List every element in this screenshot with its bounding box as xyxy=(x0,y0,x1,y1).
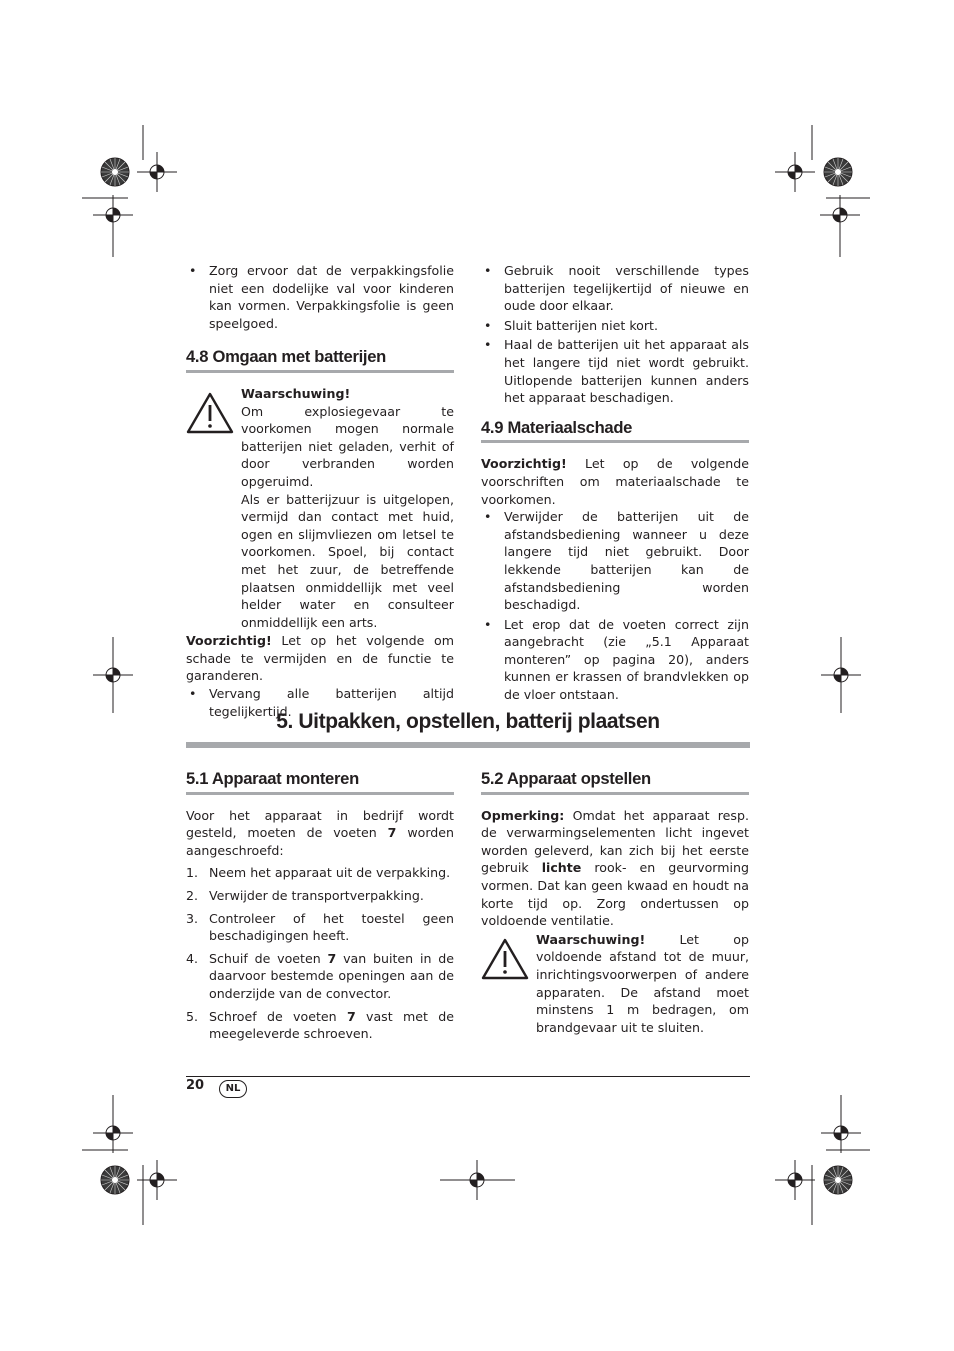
chapter-heading: 5. Uitpakken, opstellen, batterij plaatsen xyxy=(186,710,750,748)
list-item: • Haal de batterijen uit het apparaat als het langere tijd niet wordt gebruikt. Uitlopende batterijen kunnen anders het apparaat beschadigen. xyxy=(481,336,749,406)
caution-label: Voorzichtig! xyxy=(481,456,567,472)
intro-text: worden aangeschroefd: xyxy=(186,825,454,858)
caution-text: Let op de volgende voorschriften om materiaalschade te voorkomen. xyxy=(481,456,749,507)
step-text-part: Schroef de voeten xyxy=(209,1008,337,1024)
step-text-part: vast met de meegeleverde schroeven. xyxy=(209,1008,454,1042)
caution-label: Voorzichtig! xyxy=(186,633,272,649)
list-item: • Vervang alle batterijen altijd tegelijkertijd. xyxy=(186,685,454,720)
list-item: • Gebruik nooit verschillende types batterijen tegelijkertijd of nieuwe en oude door elkaar. xyxy=(481,262,749,315)
section-heading-5-1: 5.1 Apparaat monteren xyxy=(186,770,454,795)
list-item: • Zorg ervoor dat de verpakkingsfolie niet een dodelijke val voor kinderen kan vormen. Verpakkingsfolie is geen speelgoed. xyxy=(186,262,454,332)
note-emphasis: lichte xyxy=(541,860,582,876)
step-text-part: van buiten in de daarvoor bestemde openingen aan de onderzijde van de convector. xyxy=(209,950,454,1001)
color-target-icon xyxy=(824,158,852,186)
list-item: • Let erop dat de voeten correct zijn aangebracht (zie „5.1 Apparaat monteren” op pagina 20), anders kunnen er krassen of brandvlekken op de vloer ontstaan. xyxy=(481,616,749,704)
color-target-icon xyxy=(824,1166,852,1194)
part-reference: 7 xyxy=(387,825,397,841)
section-heading-5-2: 5.2 Apparaat opstellen xyxy=(481,770,749,795)
list-item: • Verwijder de batterijen uit de afstandsbediening wanneer u deze langere tijd niet gebruikt. Door lekkende batterijen kan de afstandsbediening worden beschadigd. xyxy=(481,508,749,614)
note-text: Omdat het apparaat resp. de verwarmingselementen licht ingevet worden geleverd, kan zich bij het eerste gebruik xyxy=(481,807,749,876)
step-number: 2. xyxy=(186,887,199,903)
note-text: rook- en geurvorming vormen. Dat kan geen kwaad en houdt na korte tijd op. Zorg ondertussen op voldoende ventilatie. xyxy=(481,860,749,929)
color-target-icon xyxy=(101,1166,129,1194)
section-heading-4-9: 4.9 Materiaalschade xyxy=(481,419,749,444)
part-reference: 7 xyxy=(346,1008,356,1024)
step-number: 4. xyxy=(186,950,199,966)
warning-text: Let op voldoende afstand tot de muur, inrichtingsvoorwerpen of andere apparaten. De afstand moet minstens 1 m bedragen, om brandgevaar uit te sluiten. xyxy=(536,931,749,1035)
page-number: 20 xyxy=(186,1078,205,1093)
intro-text: Voor het apparaat in bedrijf wordt gesteld, moeten de voeten xyxy=(186,807,454,841)
step-number: 1. xyxy=(186,865,199,881)
step-text: Neem het apparaat uit de verpakking. xyxy=(209,865,451,881)
warning-text-explosion: Om explosiegevaar te voorkomen mogen normale batterijen niet geladen, verhit of door verbranden worden opgeruimd. xyxy=(241,403,454,489)
step-text: Controleer of het toestel geen beschadigingen heeft. xyxy=(209,910,454,944)
registration-mark-icon xyxy=(775,1160,815,1200)
warning-label: Waarschuwing! xyxy=(241,385,351,401)
section-heading-4-8: 4.8 Omgaan met batterijen xyxy=(186,348,454,373)
step-text-part: Schuif de voeten xyxy=(209,950,321,966)
step-number: 5. xyxy=(186,1008,199,1024)
warning-text-acid: Als er batterijzuur is uitgelopen, vermijd dan contact met huid, ogen en slijmvliezen om letsel te voorkomen. Spoel, bij contact met het zuur, de betreffende plaatsen onmiddellijk met veel helder water en consulteer onmiddellijk een arts. xyxy=(241,491,454,630)
language-badge: NL xyxy=(219,1080,247,1098)
registration-mark-icon xyxy=(775,152,815,192)
part-reference: 7 xyxy=(327,950,337,966)
list-item: • Sluit batterijen niet kort. xyxy=(481,317,749,335)
step-text: Verwijder de transportverpakking. xyxy=(209,887,424,903)
step-number: 3. xyxy=(186,910,199,926)
note-label: Opmerking: xyxy=(481,807,565,823)
warning-label: Waarschuwing! xyxy=(536,931,646,947)
caution-text: Let op het volgende om schade te vermijden en de functie te garanderen. xyxy=(186,633,454,684)
color-target-icon xyxy=(101,158,129,186)
